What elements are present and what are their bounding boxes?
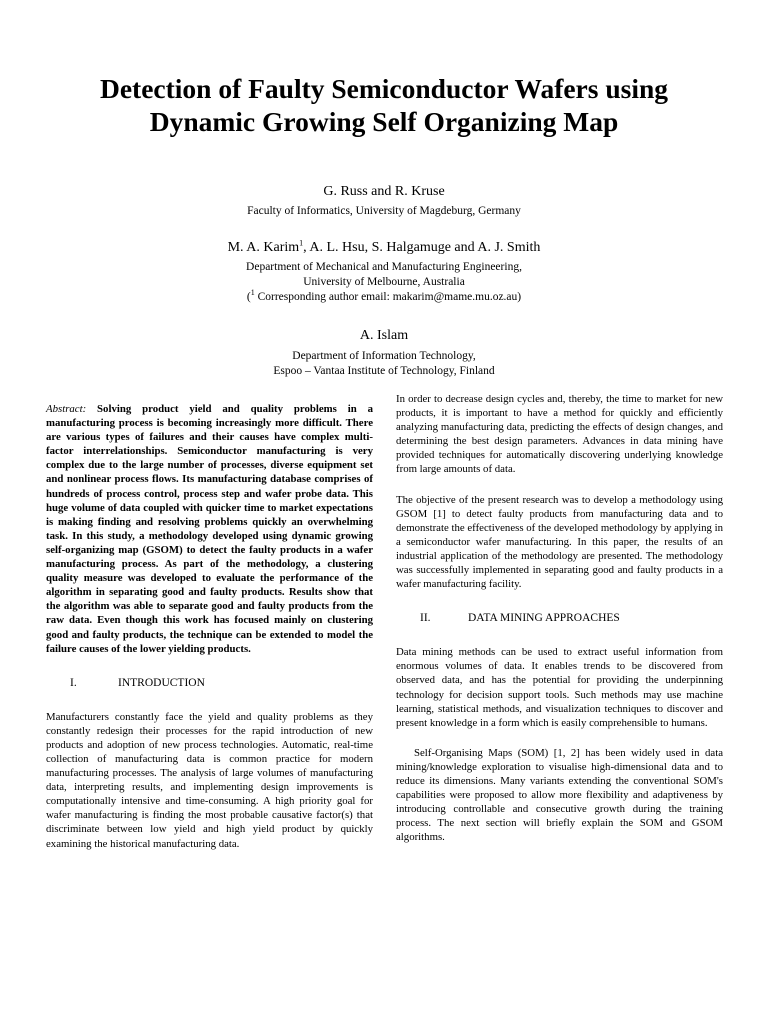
author-names: G. Russ and R. Kruse <box>323 184 445 199</box>
body-paragraph: In order to decrease design cycles and, thereby, the time to market for new products, it is important to have a method for quickly and efficiently analyzing manufacturing data, predicting the effects of design changes, and determining the best design parameters. Advances in data mining have provided techniques for automatically discovering underlying knowledge from large amounts of data. <box>396 393 723 476</box>
title-line-1: Detection of Faulty Semiconductor Wafers using <box>99 73 669 104</box>
corresponding-author-note: ($^1$ Corresponding author email: makarim@mame.mu.oz.au) <box>246 288 522 303</box>
body-paragraph: Data mining methods can be used to extract useful information from enormous volumes of data. It enables trends to be discovered from observed data, and has the potential for providing the underpinning technology for decision support tools. Such methods may use machine learning, statistical methods, and visualization techniques to discover and present knowledge in a form which is easily comprehensible to humans. <box>396 646 723 729</box>
paper-title <box>40 72 728 138</box>
author-group-1 <box>0 182 768 219</box>
section-heading-data-mining: II. DATA MINING APPROACHES <box>420 612 620 625</box>
author-affiliation: University of Melbourne, Australia <box>303 276 465 288</box>
author-names: M. A. Karim$^1$, A. L. Hsu, S. Halgamuge and A. J. Smith <box>227 238 541 255</box>
author-affiliation: Department of Information Technology, <box>292 350 476 362</box>
author-affiliation: Faculty of Informatics, University of Magdeburg, Germany <box>247 205 521 217</box>
author-affiliation: Department of Mechanical and Manufacturing Engineering, <box>246 261 522 273</box>
author-group-2 <box>0 238 768 305</box>
introduction-paragraph: Manufacturers constantly face the yield and quality problems as they constantly redesign their processes for the rapid introduction of new products and adoption of new process technologies. Automatic, real-time collection of manufacturing data is common practice for modern manufacturing processes. The analysis of large volumes of manufacturing data, interpreting results, and implementing design improvements is computationally intensive and time-consuming. A high priority goal for wafer manufacturing is finding the most probable causative factor(s) that discriminate between low yield and high yield product by quickly examining the historical manufacturing data. <box>46 710 373 850</box>
title-line-2: Dynamic Growing Self Organizing Map <box>149 106 619 137</box>
body-paragraph: Self-Organising Maps (SOM) [1, 2] has been widely used in data mining/knowledge exploration to visualise high-dimensional data and to reduce its dimensions. Many variants extending the conventional SOM's capabilities were proposed to allow more flexibility and adaptiveness by introducing controllable and consecutive growth during the training process. The next section will briefly explain the SOM and GSOM algorithms. <box>396 746 723 844</box>
author-group-3 <box>0 326 768 379</box>
section-heading-introduction: I. INTRODUCTION <box>70 676 205 689</box>
right-column <box>396 392 723 844</box>
left-column <box>46 402 373 851</box>
body-paragraph: The objective of the present research was to develop a methodology using GSOM [1] to detect faulty products from manufacturing data and to demonstrate the effectiveness of the developed methodology by applying in a semiconductor wafer manufacturing. In this paper, the results of an industrial application of the methodology are presented. The methodology was successfully implemented in separating good and faulty products in a wafer manufacturing facility. <box>396 493 723 591</box>
author-affiliation: Espoo – Vantaa Institute of Technology, Finland <box>273 365 495 377</box>
abstract: Abstract: Solving product yield and quality problems in a manufacturing process is becoming increasingly more difficult. There are various types of failures and their causes have complex multi-factor interrelationships. Semiconductor manufacturing is very complex due to the large number of processes, diverse equipment set and nonlinear process flows. Its manufacturing database comprises of hundreds of process control, process step and wafer probe data. This huge volume of data coupled with quicker time to market expectations is making finding and resolving problems quickly an overwhelming task. In this study, a methodology developed using dynamic growing self-organizing map (GSOM) to detect the faulty products in a wafer manufacturing process. As part of the methodology, a clustering quality measure was developed to evaluate the performance of the algorithm in separating good and faulty products. Results show that the algorithm was able to separate good and faulty products from the raw data. Even though this work has focused mainly on clustering good and faulty products, the technique can be extended to model the failure causes of the lower yielding products. <box>46 403 373 655</box>
author-names: A. Islam <box>359 328 409 343</box>
